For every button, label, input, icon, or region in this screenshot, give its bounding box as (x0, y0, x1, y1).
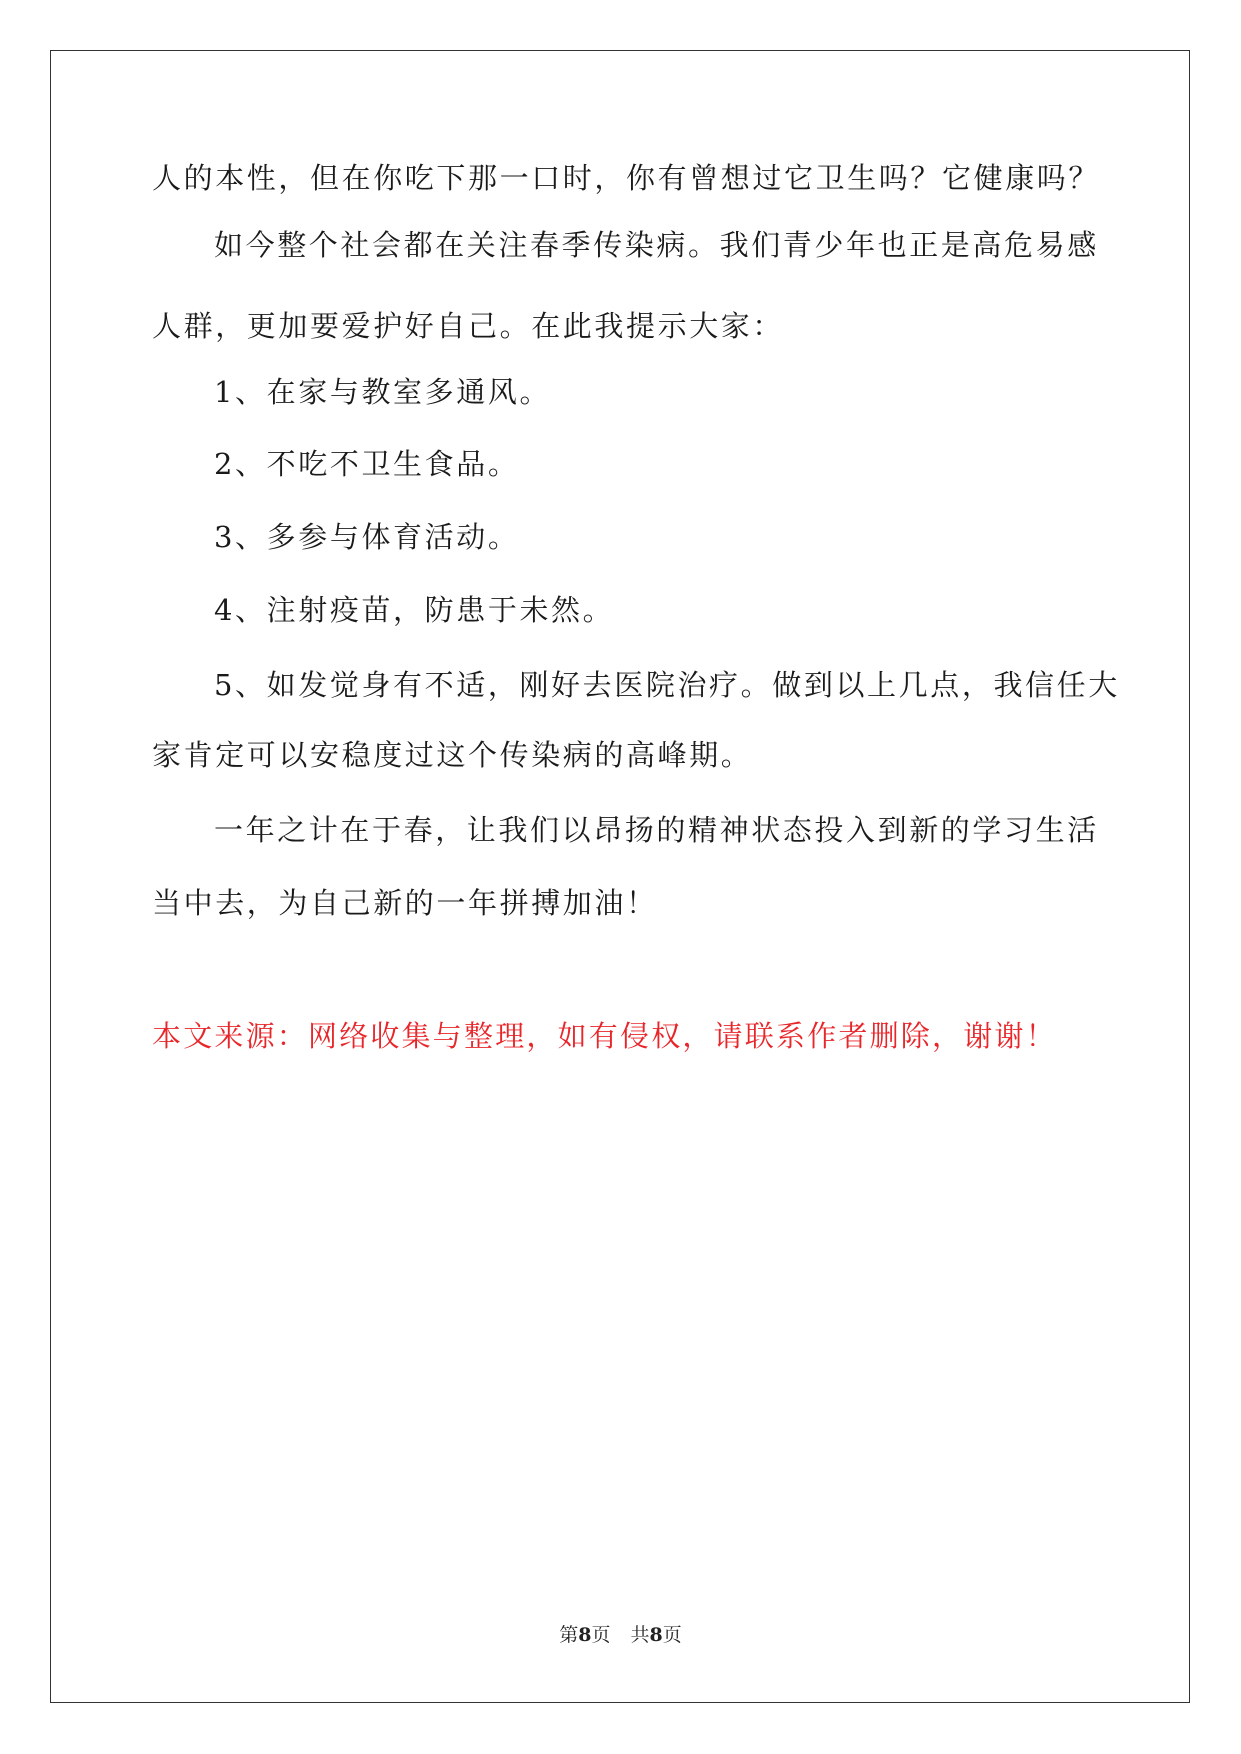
list-item: 3、多参与体育活动。 (214, 520, 520, 554)
total-suffix: 页 (662, 1624, 682, 1646)
paragraph-line: 人的本性，但在你吃下那一口时，你有曾想过它卫生吗？它健康吗？ (152, 161, 1101, 195)
paragraph-line: 一年之计在于春，让我们以昂扬的精神状态投入到新的学习生活 (214, 813, 1099, 847)
page-footer (0, 1623, 1241, 1647)
page-suffix: 页 (591, 1624, 611, 1646)
list-item: 1、在家与教室多通风。 (214, 375, 552, 409)
list-item: 2、不吃不卫生食品。 (214, 447, 520, 481)
total-prefix: 共 (630, 1624, 650, 1646)
current-page-number: 8 (578, 1624, 592, 1646)
paragraph-line: 如今整个社会都在关注春季传染病。我们青少年也正是高危易感 (214, 228, 1099, 262)
source-note: 本文来源：网络收集与整理，如有侵权，请联系作者删除，谢谢！ (152, 1019, 1057, 1053)
paragraph-line: 人群，更加要爱护好自己。在此我提示大家： (152, 309, 785, 343)
list-item: 5、如发觉身有不适，刚好去医院治疗。做到以上几点，我信任大 (214, 668, 1120, 702)
list-item: 4、注射疫苗，防患于未然。 (214, 593, 615, 627)
total-page-number: 8 (649, 1624, 663, 1646)
page-border (50, 50, 1190, 1703)
paragraph-line: 当中去，为自己新的一年拼搏加油！ (152, 886, 658, 920)
page-prefix: 第 (559, 1624, 579, 1646)
paragraph-line: 家肯定可以安稳度过这个传染病的高峰期。 (152, 738, 753, 772)
